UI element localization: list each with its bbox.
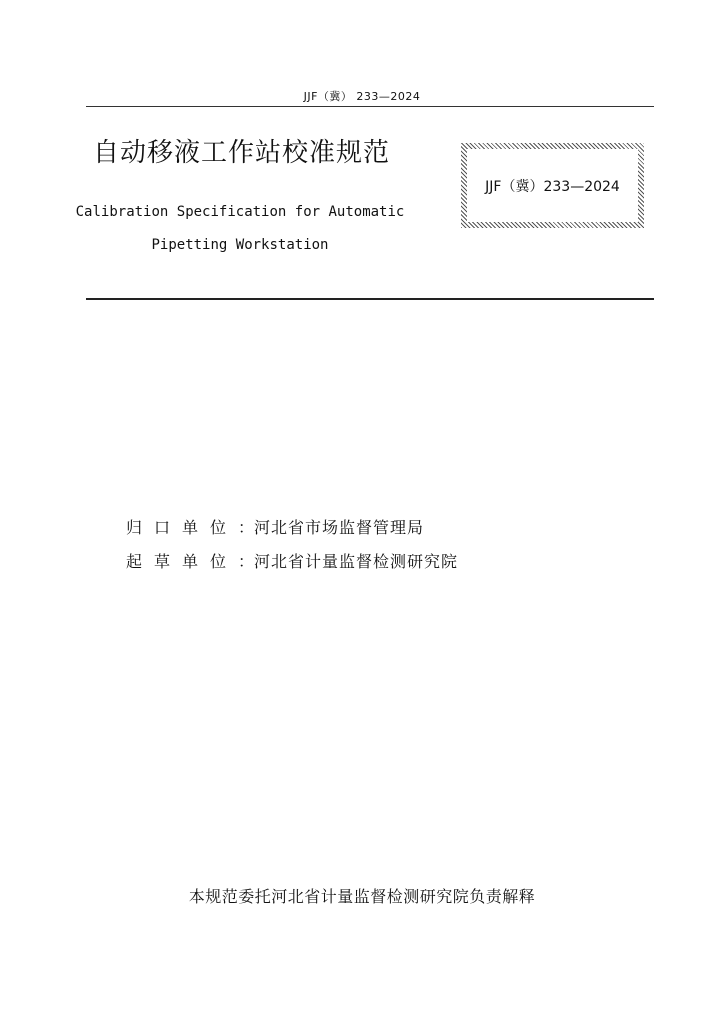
drafting-unit-row <box>126 549 458 572</box>
responsible-unit-row <box>126 515 424 538</box>
responsible-unit-value: 河北省市场监督管理局 <box>254 518 425 537</box>
drafting-unit-label: 起草单位： <box>126 552 267 571</box>
header-divider <box>86 106 654 107</box>
drafting-unit-value: 河北省计量监督检测研究院 <box>254 552 459 571</box>
interpretation-note: 本规范委托河北省计量监督检测研究院负责解释 <box>188 887 536 906</box>
responsible-unit-label: 归口单位： <box>126 518 267 537</box>
title-chinese: 自动移液工作站校准规范 <box>93 138 391 168</box>
title-divider <box>86 298 654 300</box>
spec-code-box-text: JJF（冀）233—2024 <box>485 179 620 195</box>
title-english <box>70 196 410 262</box>
title-english-line2: Pipetting Workstation <box>151 237 329 253</box>
header-spec-code: JJF（冀） 233—2024 <box>303 90 421 103</box>
title-english-line1: Calibration Specification for Automatic <box>75 204 405 220</box>
spec-code-box <box>461 143 644 228</box>
